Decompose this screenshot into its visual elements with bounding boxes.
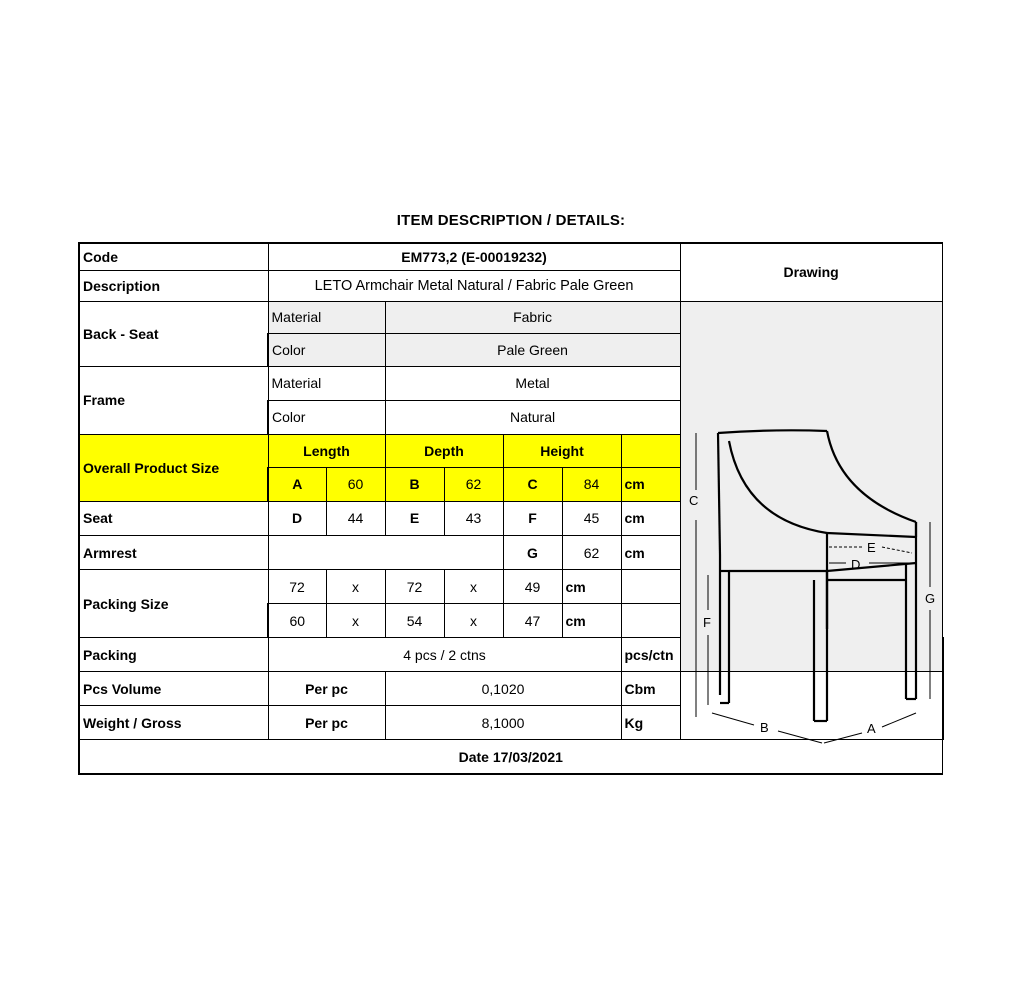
frame-color-value: Natural xyxy=(385,400,680,434)
volume-per: Per pc xyxy=(268,672,385,706)
height-label: Height xyxy=(503,434,621,467)
spec-table xyxy=(78,242,944,775)
frame-material-label: Material xyxy=(268,366,385,400)
code-value: EM773,2 (E-00019232) xyxy=(268,243,680,270)
weight-label: Weight / Gross xyxy=(79,706,268,740)
back-seat-color-value: Pale Green xyxy=(385,333,680,366)
packing-size-label: Packing Size xyxy=(79,570,268,638)
length-label: Length xyxy=(268,434,385,467)
chair-drawing xyxy=(684,335,944,736)
dim-a-key: A xyxy=(268,467,326,501)
pack2-blank xyxy=(621,604,680,638)
volume-unit: Cbm xyxy=(621,672,680,706)
date-value: Date 17/03/2021 xyxy=(79,740,942,774)
packing-value: 4 pcs / 2 ctns xyxy=(268,638,621,672)
back-seat-label: Back - Seat xyxy=(79,301,268,366)
weight-value: 8,1000 xyxy=(385,706,621,740)
pack1-unit: cm xyxy=(562,570,621,604)
dim-g-key: G xyxy=(503,535,562,569)
dim-d-value: 44 xyxy=(326,501,385,535)
volume-label: Pcs Volume xyxy=(79,672,268,706)
volume-value: 0,1020 xyxy=(385,672,621,706)
drawing-letter-d: D xyxy=(850,556,860,572)
frame-material-value: Metal xyxy=(385,366,680,400)
pack2-x1: x xyxy=(326,604,385,638)
dim-a-value: 60 xyxy=(326,467,385,501)
back-seat-material-row xyxy=(79,301,944,333)
dim-e-key: E xyxy=(385,501,444,535)
back-seat-material-label: Material xyxy=(268,301,385,333)
drawing-letter-b: B xyxy=(759,719,769,735)
page-heading: ITEM DESCRIPTION / DETAILS: xyxy=(396,212,626,229)
pack1-length: 72 xyxy=(268,570,326,604)
pack1-blank xyxy=(621,570,680,604)
dim-f-value: 45 xyxy=(562,501,621,535)
description-value: LETO Armchair Metal Natural / Fabric Pale Green xyxy=(268,270,680,301)
dim-c-value: 84 xyxy=(562,467,621,501)
dim-e-value: 43 xyxy=(444,501,503,535)
pack2-length: 60 xyxy=(268,604,326,638)
code-label: Code xyxy=(79,243,268,270)
pack2-height: 47 xyxy=(503,604,562,638)
pack2-width: 54 xyxy=(385,604,444,638)
weight-per: Per pc xyxy=(268,706,385,740)
drawing-letter-g: G xyxy=(924,590,935,606)
seat-unit: cm xyxy=(621,501,680,535)
pack1-height: 49 xyxy=(503,570,562,604)
dim-c-key: C xyxy=(503,467,562,501)
back-seat-material-value: Fabric xyxy=(385,301,680,333)
overall-header-blank xyxy=(621,434,680,467)
back-seat-color-label: Color xyxy=(268,333,385,366)
chair-drawing-cell xyxy=(680,301,942,736)
pack2-unit: cm xyxy=(562,604,621,638)
drawing-letter-c: C xyxy=(688,492,698,508)
dim-f-key: F xyxy=(503,501,562,535)
drawing-letter-a: A xyxy=(866,720,876,736)
frame-label: Frame xyxy=(79,366,268,434)
pack2-x2: x xyxy=(444,604,503,638)
pack1-x2: x xyxy=(444,570,503,604)
drawing-label: Drawing xyxy=(680,243,942,301)
armrest-label: Armrest xyxy=(79,535,268,569)
armrest-blank xyxy=(268,535,503,569)
frame-color-label: Color xyxy=(268,400,385,434)
dim-b-key: B xyxy=(385,467,444,501)
packing-unit: pcs/ctn xyxy=(621,638,680,672)
drawing-cell-lower xyxy=(942,638,943,740)
dim-b-value: 62 xyxy=(444,467,503,501)
code-row xyxy=(79,243,944,270)
description-label: Description xyxy=(79,270,268,301)
overall-size-label: Overall Product Size xyxy=(79,434,268,501)
date-row xyxy=(79,740,944,774)
pack1-width: 72 xyxy=(385,570,444,604)
dim-d-key: D xyxy=(268,501,326,535)
seat-label: Seat xyxy=(79,501,268,535)
drawing-letter-e: E xyxy=(866,539,876,555)
depth-label: Depth xyxy=(385,434,503,467)
packing-label: Packing xyxy=(79,638,268,672)
dim-g-value: 62 xyxy=(562,535,621,569)
overall-unit: cm xyxy=(621,467,680,501)
pack1-x1: x xyxy=(326,570,385,604)
armrest-unit: cm xyxy=(621,535,680,569)
drawing-letter-f: F xyxy=(702,614,711,630)
weight-unit: Kg xyxy=(621,706,680,740)
